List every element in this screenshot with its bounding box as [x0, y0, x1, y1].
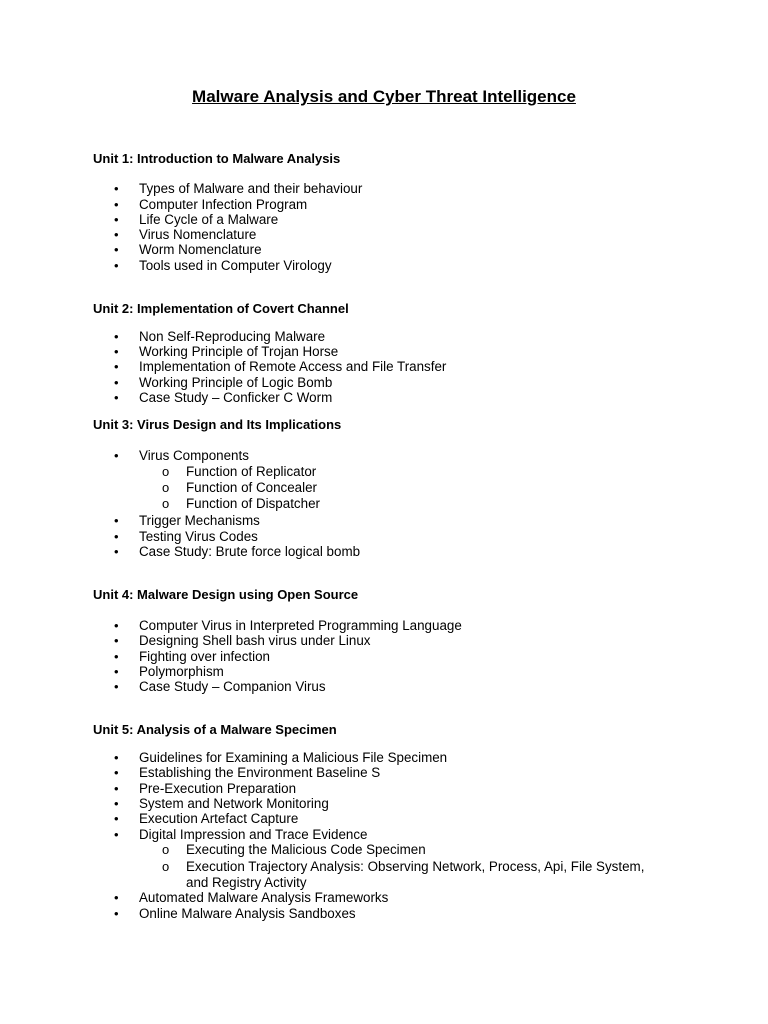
bullet-icon: • — [114, 544, 119, 559]
bullet-icon: • — [114, 448, 119, 463]
bullet-icon: • — [114, 765, 119, 780]
sub-bullet-icon: o — [162, 842, 170, 857]
bullet-icon: • — [114, 329, 119, 344]
bullet-icon: • — [114, 781, 119, 796]
unit-5-heading: Unit 5: Analysis of a Malware Specimen — [93, 722, 337, 737]
document-title: Malware Analysis and Cyber Threat Intelligence — [192, 87, 576, 106]
bullet-icon: • — [114, 227, 119, 242]
bullet-icon: • — [114, 390, 119, 405]
unit-1-heading: Unit 1: Introduction to Malware Analysis — [93, 151, 341, 166]
bullet-icon: • — [114, 258, 119, 273]
bullet-icon: • — [114, 679, 119, 694]
bullet-icon: • — [114, 359, 119, 374]
bullet-icon: • — [114, 796, 119, 811]
sub-bullet-icon: o — [162, 859, 170, 874]
bullet-icon: • — [114, 529, 119, 544]
bullet-icon: • — [114, 906, 119, 921]
bullet-icon: • — [114, 664, 119, 679]
sub-bullet-icon: o — [162, 496, 170, 511]
bullet-icon: • — [114, 827, 119, 842]
sub-bullet-icon: o — [162, 480, 170, 495]
bullet-icon: • — [114, 890, 119, 905]
bullet-icon: • — [114, 633, 119, 648]
sub-bullet-icon: o — [162, 464, 170, 479]
bullet-icon: • — [114, 197, 119, 212]
bullet-icon: • — [114, 242, 119, 257]
bullet-icon: • — [114, 750, 119, 765]
bullet-icon: • — [114, 513, 119, 528]
bullet-icon: • — [114, 649, 119, 664]
bullet-icon: • — [114, 618, 119, 633]
bullet-icon: • — [114, 181, 119, 196]
bullet-icon: • — [114, 344, 119, 359]
unit-4-heading: Unit 4: Malware Design using Open Source — [93, 587, 359, 602]
bullet-icon: • — [114, 375, 119, 390]
unit-2-heading: Unit 2: Implementation of Covert Channel — [93, 301, 349, 316]
bullet-icon: • — [114, 811, 119, 826]
bullet-icon: • — [114, 212, 119, 227]
unit-3-heading: Unit 3: Virus Design and Its Implications — [93, 417, 342, 432]
